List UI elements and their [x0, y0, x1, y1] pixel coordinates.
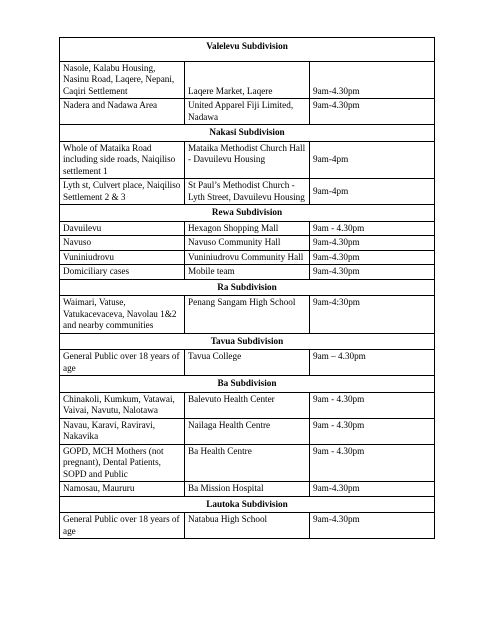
- area-cell: Navuso: [60, 236, 185, 251]
- time-cell: 9am-4:30pm: [310, 296, 435, 334]
- section-header-row: [60, 279, 435, 296]
- table-row: [60, 513, 435, 539]
- time-cell: 9am – 4.30pm: [310, 350, 435, 376]
- venue-cell: Ba Mission Hospital: [185, 482, 310, 497]
- venue-cell: Mobile team: [185, 265, 310, 280]
- table-row: [60, 61, 435, 99]
- section-title: Rewa Subdivision: [60, 205, 435, 222]
- time-cell: 9am-4.30pm: [310, 61, 435, 99]
- section-title: Ra Subdivision: [60, 279, 435, 296]
- section-header-row: [60, 38, 435, 62]
- time-cell: 9am-4.30pm: [310, 265, 435, 280]
- table-row: [60, 99, 435, 125]
- section-title: Nakasi Subdivision: [60, 125, 435, 142]
- section-title: Valelevu Subdivision: [60, 38, 435, 62]
- area-cell: Davuilevu: [60, 221, 185, 236]
- area-cell: Domiciliary cases: [60, 265, 185, 280]
- time-cell: 9am-4.30pm: [310, 236, 435, 251]
- section-header-row: [60, 496, 435, 513]
- area-cell: Chinakoli, Kumkum, Vatawai, Vaivai, Navutu, Nalotawa: [60, 392, 185, 418]
- time-cell: 9am-4pm: [310, 141, 435, 179]
- area-cell: General Public over 18 years of age: [60, 350, 185, 376]
- venue-cell: United Apparel Fiji Limited, Nadawa: [185, 99, 310, 125]
- time-cell: 9am - 4.30pm: [310, 221, 435, 236]
- time-cell: 9am - 4.30pm: [310, 392, 435, 418]
- time-cell: 9am-4.30pm: [310, 513, 435, 539]
- venue-cell: Nailaga Health Centre: [185, 418, 310, 444]
- area-cell: Nadera and Nadawa Area: [60, 99, 185, 125]
- area-cell: Navau, Karavi, Raviravi, Nakavika: [60, 418, 185, 444]
- time-cell: 9am - 4.30pm: [310, 444, 435, 482]
- section-header-row: [60, 125, 435, 142]
- section-header-row: [60, 333, 435, 350]
- area-cell: Namosau, Maururu: [60, 482, 185, 497]
- venue-cell: Hexagon Shopping Mall: [185, 221, 310, 236]
- venue-cell: Mataika Methodist Church Hall - Davuilevu Housing: [185, 141, 310, 179]
- venue-cell: Vuniniudrovu Community Hall: [185, 250, 310, 265]
- venue-cell: Tavua College: [185, 350, 310, 376]
- section-header-row: [60, 376, 435, 393]
- table-row: [60, 141, 435, 179]
- area-cell: Lyth st, Culvert place, Naiqiliso Settlement 2 & 3: [60, 179, 185, 205]
- section-header-row: [60, 205, 435, 222]
- area-cell: Waimari, Vatuse, Vatukacevaceva, Navolau 1&2 and nearby communities: [60, 296, 185, 334]
- section-title: Ba Subdivision: [60, 376, 435, 393]
- document-page: [59, 37, 435, 539]
- table-row: [60, 444, 435, 482]
- table-row: [60, 179, 435, 205]
- time-cell: 9am-4.30pm: [310, 99, 435, 125]
- area-cell: General Public over 18 years of age: [60, 513, 185, 539]
- venue-cell: Laqere Market, Laqere: [185, 61, 310, 99]
- time-cell: 9am - 4.30pm: [310, 418, 435, 444]
- table-row: [60, 296, 435, 334]
- time-cell: 9am-4.30pm: [310, 482, 435, 497]
- table-row: [60, 221, 435, 236]
- table-row: [60, 350, 435, 376]
- table-row: [60, 418, 435, 444]
- table-row: [60, 250, 435, 265]
- venue-cell: Balevuto Health Center: [185, 392, 310, 418]
- section-title: Tavua Subdivision: [60, 333, 435, 350]
- venue-cell: Natabua High School: [185, 513, 310, 539]
- vaccination-schedule-table: [59, 37, 435, 539]
- table-row: [60, 482, 435, 497]
- table-row: [60, 265, 435, 280]
- area-cell: Vuniniudrovu: [60, 250, 185, 265]
- venue-cell: Navuso Community Hall: [185, 236, 310, 251]
- section-title: Lautoka Subdivision: [60, 496, 435, 513]
- area-cell: Whole of Mataika Road including side roads, Naiqiliso settlement 1: [60, 141, 185, 179]
- venue-cell: Penang Sangam High School: [185, 296, 310, 334]
- table-row: [60, 236, 435, 251]
- area-cell: GOPD, MCH Mothers (not pregnant), Dental Patients, SOPD and Public: [60, 444, 185, 482]
- area-cell: Nasole, Kalabu Housing, Nasinu Road, Laqere, Nepani, Caqiri Settlement: [60, 61, 185, 99]
- venue-cell: St Paul’s Methodist Church - Lyth Street, Davuilevu Housing: [185, 179, 310, 205]
- table-row: [60, 392, 435, 418]
- venue-cell: Ba Health Centre: [185, 444, 310, 482]
- time-cell: 9am-4.30pm: [310, 250, 435, 265]
- time-cell: 9am-4pm: [310, 179, 435, 205]
